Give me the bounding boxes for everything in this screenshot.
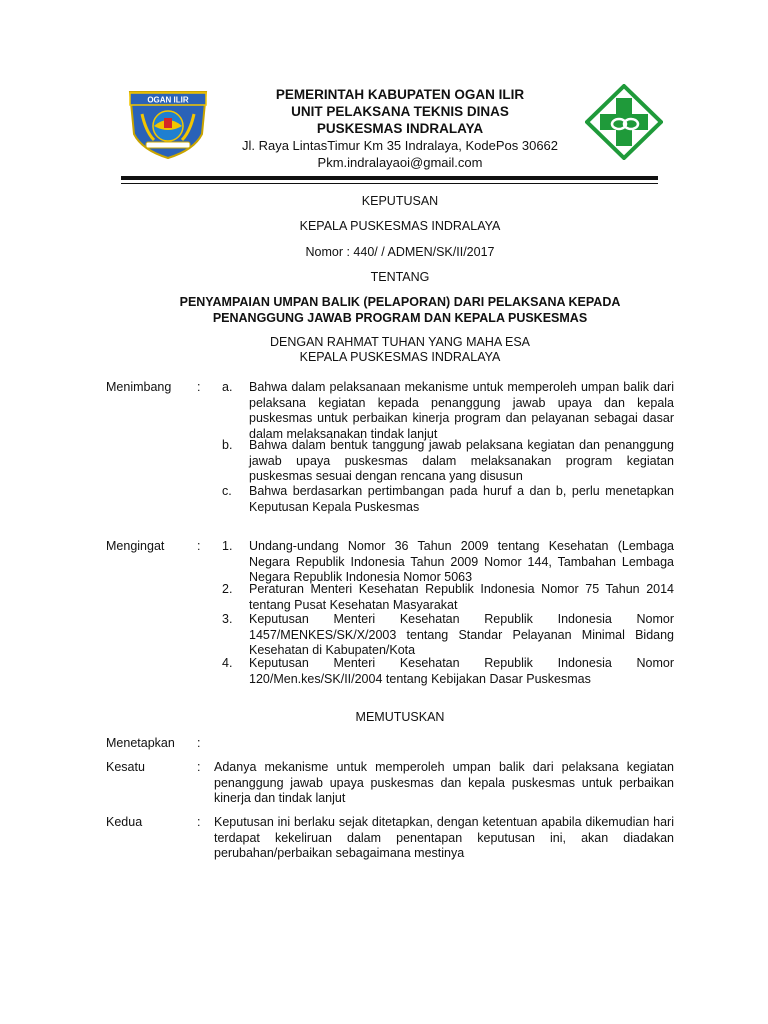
item-marker: 4.: [222, 656, 233, 670]
header-divider-thick: [121, 176, 658, 180]
menimbang-item: [222, 380, 674, 442]
doc-type-heading: KEPUTUSAN: [361, 194, 439, 208]
letterhead-line-3: PUSKESMAS INDRALAYA: [316, 121, 484, 136]
item-text: Keputusan Menteri Kesehatan Republik Indonesia Nomor 1457/MENKES/SK/X/2003 tentang Standar Pelayanan Minimal Bidang Kesehatan di Kabupaten/Kota: [249, 612, 674, 657]
mengingat-label: Mengingat: [106, 539, 165, 553]
letterhead-address: Jl. Raya LintasTimur Km 35 Indralaya, KodePos 30662: [241, 138, 559, 153]
mengingat-colon: :: [197, 539, 201, 553]
item-text: Peraturan Menteri Kesehatan Republik Indonesia Nomor 75 Tahun 2014 tentang Pusat Kesehatan Masyarakat: [249, 582, 674, 612]
item-marker: b.: [222, 438, 233, 452]
letterhead-line-2: UNIT PELAKSANA TEKNIS DINAS: [291, 104, 509, 119]
item-marker: 1.: [222, 539, 233, 553]
subject-line-1: PENYAMPAIAN UMPAN BALIK (PELAPORAN) DARI PELAKSANA KEPADA: [179, 295, 621, 309]
kesatu-colon: :: [197, 760, 201, 774]
rahmat-line-2: KEPALA PUSKESMAS INDRALAYA: [299, 350, 501, 364]
subject-line-2: PENANGGUNG JAWAB PROGRAM DAN KEPALA PUSKESMAS: [212, 311, 588, 325]
mengingat-item: [222, 539, 674, 586]
item-text: Bahwa dalam pelaksanaan mekanisme untuk memperoleh umpan balik dari pelaksana kegiatan kepada penanggung jawab upaya dan kepala puskesmas untuk perbaikan kinerja program dan pelayanan sebagai dasar dalam melaksanakan tindak lanjut: [249, 380, 674, 441]
mengingat-item: [222, 656, 674, 687]
puskesmas-logo: [585, 84, 663, 160]
tentang-heading: TENTANG: [370, 270, 430, 284]
memutuskan-heading: MEMUTUSKAN: [355, 710, 445, 724]
kedua-text: Keputusan ini berlaku sejak ditetapkan, dengan ketentuan apabila dikemudian hari terdapat kekeliruan dalam penentapan keputusan ini, akan diadakan perubahan/perbaikan sebagaimana mestinya: [214, 815, 674, 860]
menimbang-item: [222, 484, 674, 515]
item-marker: a.: [222, 380, 233, 394]
item-text: Undang-undang Nomor 36 Tahun 2009 tentang Kesehatan (Lembaga Negara Republik Indonesia Tahun 2009 Nomor 144, Tambahan Lembaga Negara Republik Indonesia Nomor 5063: [249, 539, 674, 584]
letterhead-line-1: PEMERINTAH KABUPATEN OGAN ILIR: [275, 87, 525, 102]
item-text: Bahwa berdasarkan pertimbangan pada huruf a dan b, perlu menetapkan Keputusan Kepala Puskesmas: [249, 484, 674, 514]
mengingat-item: [222, 612, 674, 659]
emblem-title-text: OGAN ILIR: [147, 95, 189, 105]
kesatu-text: Adanya mekanisme untuk memperoleh umpan balik dari pelaksana kegiatan penanggung jawab upaya puskesmas dan kepala puskesmas untuk perbaikan kinerja dan tindak lanjut: [214, 760, 674, 805]
letterhead: [220, 86, 580, 171]
decree-number: Nomor : 440/ / ADMEN/SK/II/2017: [305, 245, 495, 259]
kesatu-label: Kesatu: [106, 760, 145, 774]
menetapkan-label: Menetapkan: [106, 736, 175, 750]
menetapkan-colon: :: [197, 736, 201, 750]
ogan-ilir-emblem-logo: [124, 84, 212, 160]
menimbang-label: Menimbang: [106, 380, 172, 394]
rahmat-line-1: DENGAN RAHMAT TUHAN YANG MAHA ESA: [269, 335, 530, 349]
letterhead-email: Pkm.indralayaoi@gmail.com: [317, 155, 483, 170]
kedua-colon: :: [197, 815, 201, 829]
item-marker: c.: [222, 484, 232, 498]
item-text: Bahwa dalam bentuk tanggung jawab pelaksana kegiatan dan penanggung jawab upaya puskesmas dalam melaksanakan program kegiatan puskesmas sesuai dengan rencana yang disusun: [249, 438, 674, 483]
mengingat-item: [222, 582, 674, 613]
item-text: Keputusan Menteri Kesehatan Republik Indonesia Nomor 120/Men.kes/SK/II/2004 tentang Kebijakan Dasar Puskesmas: [249, 656, 674, 686]
header-divider-thin: [121, 183, 658, 184]
kedua-label: Kedua: [106, 815, 143, 829]
menimbang-item: [222, 438, 674, 485]
item-marker: 3.: [222, 612, 233, 626]
menimbang-colon: :: [197, 380, 201, 394]
issuer-heading: KEPALA PUSKESMAS INDRALAYA: [299, 219, 501, 233]
item-marker: 2.: [222, 582, 233, 596]
